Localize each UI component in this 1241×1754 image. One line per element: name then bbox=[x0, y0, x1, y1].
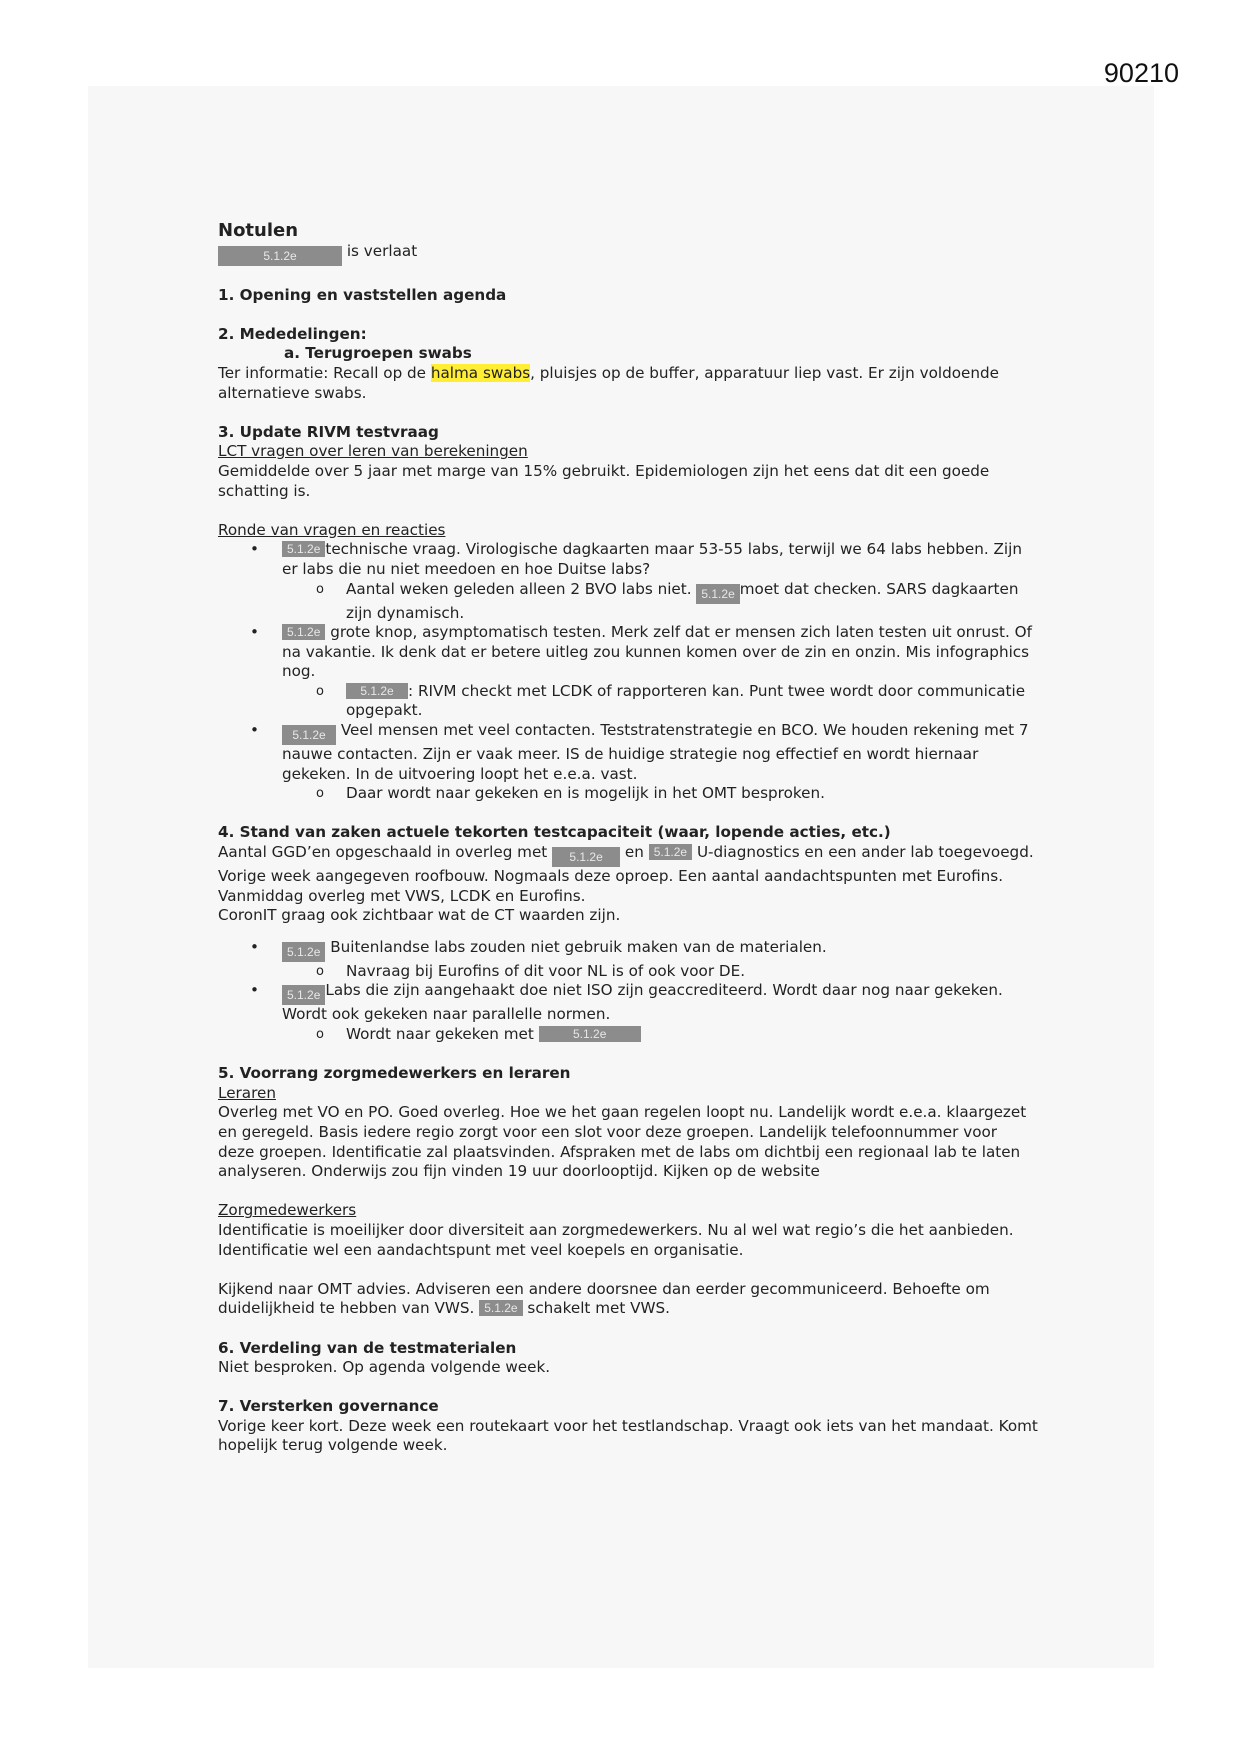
intro-text: is verlaat bbox=[346, 242, 418, 260]
redaction-block: 5.1.2e bbox=[282, 985, 325, 1005]
redaction-block: 5.1.2e bbox=[282, 725, 336, 745]
leraren-subheading: Leraren bbox=[218, 1083, 276, 1102]
document-number: 90210 bbox=[1103, 58, 1179, 88]
section-2-text: Ter informatie: Recall op de halma swabs, pluisjes op de buffer, apparatuur liep vast. Er zijn voldoende alternatieve swabs. bbox=[218, 363, 999, 402]
document-body bbox=[218, 220, 1038, 1456]
list-subitem: o Aantal weken geleden alleen 2 BVO labs niet. 5.1.2e moet dat checken. SARS dagkaarten zijn dynamisch. bbox=[282, 580, 1038, 624]
zorg-subheading: Zorgmedewerkers bbox=[218, 1201, 357, 1220]
redaction-block: 5.1.2e bbox=[218, 246, 342, 266]
list-item: • 5.1.2e grote knop, asymptomatisch testen. Merk zelf dat er mensen zich laten testen uit onrust. Of na vakantie. Ik denk dat er betere uitleg zou kunnen komen over de zin en onzin. Mis infographics nog. o 5.1.2e : RIVM checkt met LCDK of rapporteren kan. Punt twee wordt door communicatie opgepakt. bbox=[218, 623, 1038, 721]
section-3-heading: 3. Update RIVM testvraag bbox=[218, 422, 439, 441]
list-item: • 5.1.2e Labs die zijn aangehaakt doe niet ISO zijn geaccrediteerd. Wordt daar nog naar gekeken. Wordt ook gekeken naar parallelle normen. o Wordt naar gekeken met 5.1.2e bbox=[218, 981, 1038, 1044]
redaction-block: 5.1.2e bbox=[539, 1026, 641, 1042]
list-item: • 5.1.2e technische vraag. Virologische dagkaarten maar 53-55 labs, terwijl we 64 labs hebben. Zijn er labs die nu niet meedoen en hoe Duitse labs? o Aantal weken geleden alleen 2 BVO labs niet. 5.1.2e moet dat checken. SARS dagkaarten zijn dynamisch. bbox=[218, 540, 1038, 623]
list-subitem: o Daar wordt naar gekeken en is mogelijk in het OMT besproken. bbox=[282, 784, 1038, 804]
section-6-heading: 6. Verdeling van de testmaterialen bbox=[218, 1338, 517, 1357]
list-item: • 5.1.2e Veel mensen met veel contacten. Teststratenstrategie en BCO. We houden rekening met 7 nauwe contacten. Zijn er vaak meer. IS de huidige strategie nog effectief en wordt hiernaar gekeken. In de uitvoering loopt het e.e.a. vast. o Daar wordt naar gekeken en is mogelijk in het OMT besproken. bbox=[218, 721, 1038, 804]
section-6-text: Niet besproken. Op agenda volgende week. bbox=[218, 1358, 551, 1377]
section-4-text-2: CoronIT graag ook zichtbaar wat de CT waarden zijn. bbox=[218, 906, 621, 925]
lct-text: Gemiddelde over 5 jaar met marge van 15% gebruikt. Epidemiologen zijn het eens dat dit een goede schatting is. bbox=[218, 461, 990, 500]
section-1-heading: 1. Opening en vaststellen agenda bbox=[218, 285, 507, 304]
list-item: • 5.1.2e Buitenlandse labs zouden niet gebruik maken van de materialen. o Navraag bij Eurofins of dit voor NL is of ook voor DE. bbox=[218, 938, 1038, 982]
section-4-text: Aantal GGD’en opgeschaald in overleg met 5.1.2e en 5.1.2e U-diagnostics en een ander lab toegevoegd. Vorige week aangegeven roofbouw. Nogmaals deze oproep. Een aantal aandachtspunten met Eurofins. Vanmiddag overleg met VWS, LCDK en Eurofins. bbox=[218, 843, 1034, 905]
section-2-heading: 2. Mededelingen: bbox=[218, 324, 367, 343]
list-subitem: o 5.1.2e : RIVM checkt met LCDK of rapporteren kan. Punt twee wordt door communicatie opgepakt. bbox=[282, 682, 1038, 721]
leraren-text: Overleg met VO en PO. Goed overleg. Hoe we het gaan regelen loopt nu. Landelijk wordt e.e.a. klaargezet en geregeld. Basis iedere regio zorgt voor een slot voor deze groepen. Landelijk telefoonnummer voor deze groepen. Identificatie zal plaatsvinden. Afspraken met de labs om dichtbij een regionaal lab te laten analyseren. Onderwijs zou fijn vinden 19 uur doorlooptijd. Kijken op de website bbox=[218, 1103, 1027, 1181]
section-7-text: Vorige keer kort. Deze week een routekaart voor het testlandschap. Vraagt ook iets van het mandaat. Komt hopelijk terug volgende week. bbox=[218, 1416, 1038, 1455]
highlighted-text: halma swabs bbox=[430, 363, 531, 382]
list-subitem: o Wordt naar gekeken met 5.1.2e bbox=[282, 1025, 1038, 1045]
list-subitem: o Navraag bij Eurofins of dit voor NL is of ook voor DE. bbox=[282, 962, 1038, 982]
lct-subheading: LCT vragen over leren van berekeningen bbox=[218, 442, 528, 461]
redaction-block: 5.1.2e bbox=[282, 541, 325, 557]
section-3-bullets bbox=[218, 540, 1038, 804]
redaction-block: 5.1.2e bbox=[282, 942, 325, 962]
section-4-heading: 4. Stand van zaken actuele tekorten testcapaciteit (waar, lopende acties, etc.) bbox=[218, 823, 891, 842]
redaction-block: 5.1.2e bbox=[282, 624, 325, 640]
redaction-block: 5.1.2e bbox=[479, 1300, 522, 1316]
redaction-block: 5.1.2e bbox=[696, 584, 739, 604]
section-2-subheading: a. Terugroepen swabs bbox=[284, 344, 472, 363]
redaction-block: 5.1.2e bbox=[649, 844, 692, 860]
redaction-block: 5.1.2e bbox=[552, 847, 620, 867]
section-4-bullets bbox=[218, 938, 1038, 1045]
ronde-subheading: Ronde van vragen en reacties bbox=[218, 520, 446, 539]
intro-line bbox=[218, 242, 1038, 266]
section-7-heading: 7. Versterken governance bbox=[218, 1397, 439, 1416]
document-title: Notulen bbox=[218, 220, 299, 241]
zorg-text: Identificatie is moeilijker door diversiteit aan zorgmedewerkers. Nu al wel wat regio’s die het aanbieden. Identificatie wel een aandachtspunt met veel koepels en organisatie. bbox=[218, 1220, 1014, 1259]
omt-text: Kijkend naar OMT advies. Adviseren een andere doorsnee dan eerder gecommuniceerd. Behoefte om duidelijkheid te hebben van VWS. 5.1.2e schakelt met VWS. bbox=[218, 1279, 990, 1318]
section-5-heading: 5. Voorrang zorgmedewerkers en leraren bbox=[218, 1064, 571, 1083]
redaction-block: 5.1.2e bbox=[346, 683, 408, 699]
